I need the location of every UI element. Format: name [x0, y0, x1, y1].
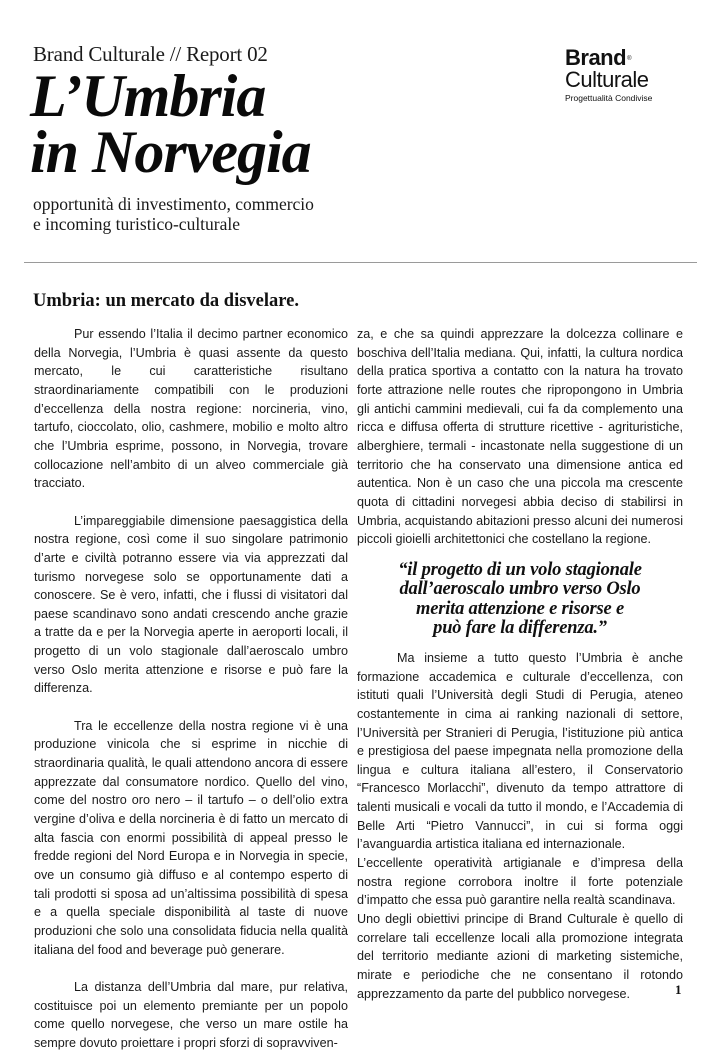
- report-kicker: Brand Culturale // Report 02: [33, 42, 268, 66]
- header-divider: [24, 262, 697, 263]
- logo-culturale-word: Culturale: [565, 67, 649, 92]
- title-line-2: in Norvegia: [30, 119, 311, 185]
- registered-mark-icon: ®: [627, 56, 631, 62]
- title-line-1: L’Umbria: [30, 63, 266, 129]
- page-title: [30, 63, 311, 185]
- paragraph: Uno degli obiettivi principe di Brand Culturale è quello di correlare tali eccellenze locali alla promozione integrata del territorio mediante azioni di marketing sistemiche, mirate e periodiche che ne consentano il rotondo apprezzamento da parte del pubblico norvegese.: [357, 912, 683, 1001]
- section-title: Umbria: un mercato da disvelare.: [33, 291, 300, 311]
- paragraph: La distanza dell’Umbria dal mare, pur relativa, costituisce poi un elemento premiante per un popolo come quello norvegese, che verso un mare ostile ha sempre dovuto proiettare i propri sforzi di sopravviven-: [34, 979, 348, 1050]
- subtitle-line-1: opportunità di investimento, commercio: [33, 194, 314, 214]
- page-subtitle: [33, 194, 314, 234]
- paragraph: Pur essendo l’Italia il decimo partner economico della Norvegia, l’Umbria è quasi assente da questo mercato, le cui caratteristiche risultano straordinariamente compatibili con le produzioni d’eccellenza della nostra regione: norcineria, vino, tartufo, cioccolato, olio, cashmere, mobilio e molto altro che l’Umbria esprime, possono, in Norvegia, trovare collocazione nell’ambito di un alveo commerciale già tracciato.: [34, 327, 348, 491]
- paragraph: Ma insieme a tutto questo l’Umbria è anche formazione accademica e culturale d’eccellenza, con istituti quali l’Università degli Studi di Perugia, ateneo costantemente in cima ai ranking nazionali di settore, l’Università per Stranieri di Perugia, l’istituzione più antica e prestigiosa del paese impegnata nella promozione della lingua e cultura italiana all’estero, il Conservatorio “Francesco Morlacchi”, divenuto da tempo attrattore di talenti musicali e vocali da tutto il mondo, e l’Accademia di Belle Arti “Pietro Vannucci”, in cui si forma oggi l’avanguardia artistica italiana ed internazionale.: [357, 650, 683, 852]
- paragraph: Tra le eccellenze della nostra regione vi è una produzione vinicola che si esprime in nicchie di straordinaria qualità, le quali attendono ancora di essere apprezzate dal consumatore nordico. Quello del vino, come del nostro oro nero – il tartufo – o dell’olio extra vergine d’oliva e della norcineria è di fatto un mercato di alta fascia con enormi possibilità di appeal presso le fredde regioni del Nord Europa e in Norvegia in specie, ove un consumo già diffuso e al contempo esperto di tali prodotti si sposa ad un’altissima possibilità di spesa e a quella speciale disponibilità al taste di nuove produzioni che solo una consolidata fiducia nella qualità italiana del food and beverage può generare.: [34, 718, 348, 957]
- brand-logo: [565, 47, 652, 104]
- pull-quote: [357, 561, 683, 639]
- paragraph: L’eccellente operatività artigianale e d’impresa della nostra regione corrobora inoltre il forte potenziale d’impatto che essa può garantire nella realtà scandinava.: [357, 856, 683, 908]
- logo-tagline: Progettualità Condivise: [565, 93, 653, 103]
- quote-line: può fare la differenza.”: [433, 618, 607, 639]
- paragraph: za, e che sa quindi apprezzare la dolcezza collinare e boschiva dell’Italia mediana. Qui, infatti, la cultura nordica della pratica sportiva a contatto con la natura ha trovato forte attrazione nelle routes che ripropongono in Umbria gli antichi cammini medievali, cui fa da complemento una ricca e diffusa offerta di strutture ricettive - agrituristiche, alberghiere, termali - incastonate nella suggestione di un territorio che ha conservato una dimensione antica ed autentica. Non è un caso che una piccola ma crescente quota di cittadini norvegesi abbia deciso di stabilirsi in Umbria, acquistando abitazioni presso alcuni dei numerosi piccoli gioielli architettonici che costellano la regione.: [357, 327, 683, 547]
- paragraph: L’impareggiabile dimensione paesaggistica della nostra regione, così come il suo singolare patrimonio d’arte e civiltà potranno essere via via apprezzati dal turismo norvegese solo se opportunamente dati a conoscere. Se è vero, infatti, che i flussi di visitatori dal paese scandinavo sono andati crescendo anche grazie a tratte da e per la Norvegia aperte in aeroporti locali, il progetto di un volo stagionale dall’aeroscalo umbro verso Oslo merita attenzione e risorse e può fare la differenza.: [34, 513, 348, 696]
- quote-line: dall’aeroscalo umbro verso Oslo: [399, 579, 641, 600]
- left-column: [34, 325, 348, 1053]
- quote-line: “il progetto di un volo stagionale: [398, 559, 642, 580]
- right-column: [357, 325, 683, 1003]
- quote-line: merita attenzione e risorse e: [416, 598, 624, 619]
- subtitle-line-2: e incoming turistico-culturale: [33, 214, 241, 234]
- logo-brand-word: Brand: [565, 45, 627, 70]
- page-number: 1: [675, 982, 682, 997]
